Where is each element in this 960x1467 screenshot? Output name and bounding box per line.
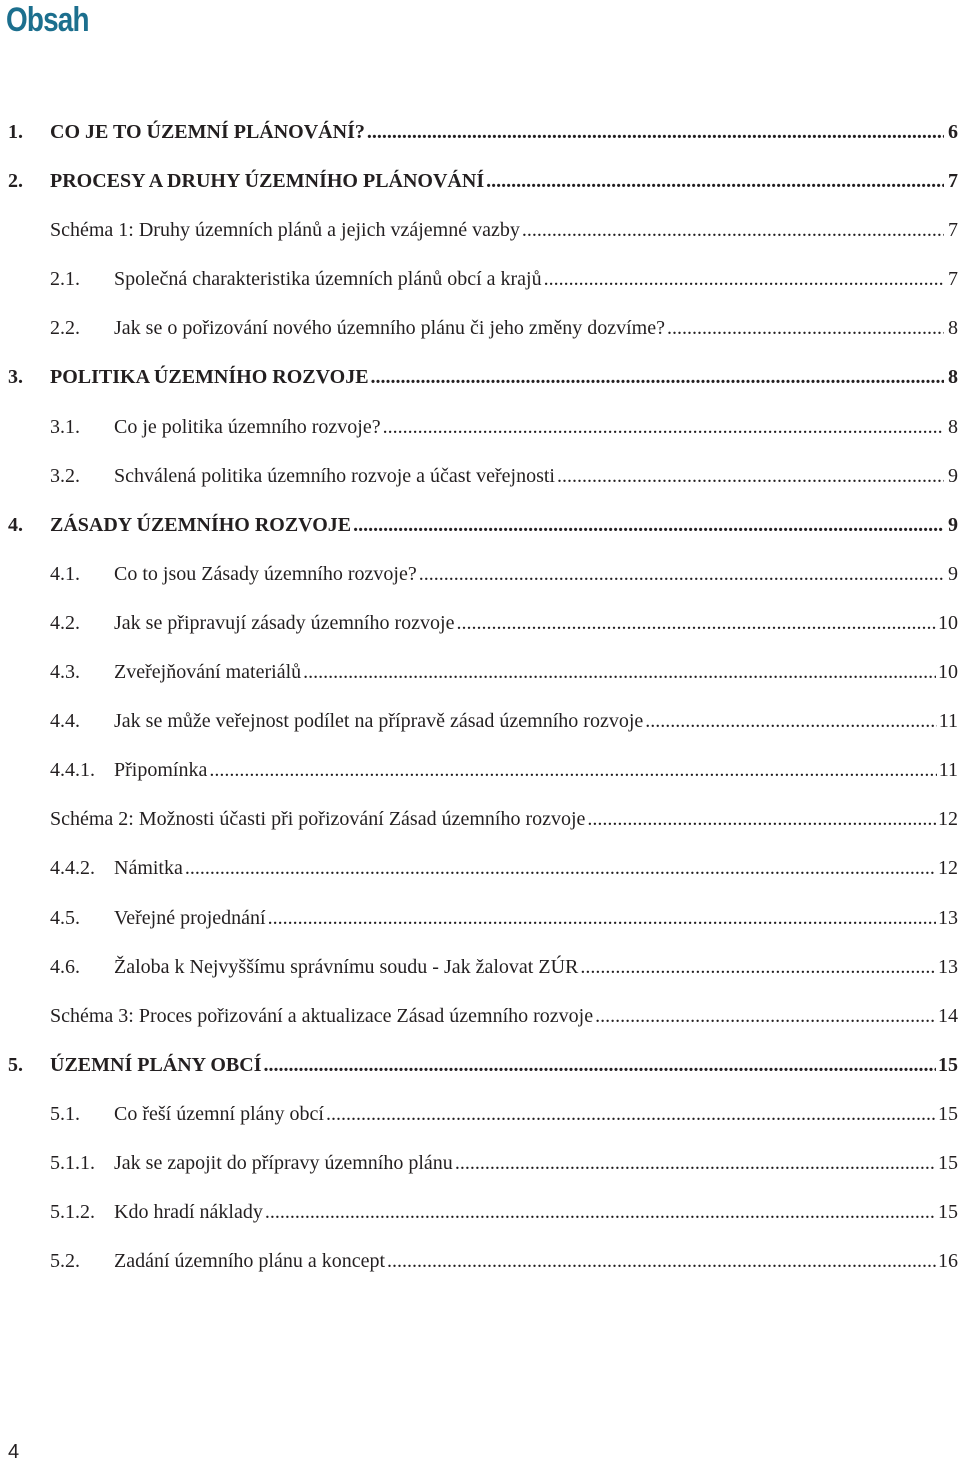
- toc-entry-number: 3.1.: [50, 415, 80, 438]
- toc-dot-leader: [387, 1237, 936, 1286]
- toc-entry-number: 5.: [8, 1053, 23, 1076]
- toc-entry-number: 5.1.2.: [50, 1201, 95, 1224]
- toc-entry-title: Schéma 2: Možnosti účasti při pořizování Zásad územního rozvoje: [50, 808, 586, 831]
- toc-entry-title: Co to jsou Zásady územního rozvoje?: [114, 562, 417, 585]
- toc-entry-page: 7: [948, 170, 958, 193]
- toc-entry-page: 13: [938, 906, 958, 929]
- toc-entry-number: 4.6.: [50, 955, 80, 978]
- toc-entry-title: Veřejné projednání: [114, 906, 266, 929]
- toc-entry-number: 4.4.1.: [50, 759, 95, 782]
- toc-dot-leader: [557, 452, 944, 501]
- toc-entry-title: Jak se zapojit do přípravy územního plánu: [114, 1151, 453, 1174]
- toc-entry[interactable]: [8, 1090, 958, 1139]
- toc-entry-number: 5.2.: [50, 1250, 80, 1273]
- toc-entry[interactable]: [8, 452, 958, 501]
- toc-dot-leader: [645, 697, 936, 746]
- toc-entry-title: Námitka: [114, 857, 183, 880]
- toc-entry-page: 11: [938, 710, 958, 733]
- toc-entry-title: Schéma 1: Druhy územních plánů a jejich vzájemné vazby: [50, 219, 520, 242]
- toc-dot-leader: [595, 992, 936, 1041]
- toc-entry-page: 8: [948, 415, 958, 438]
- toc-entry[interactable]: [8, 1188, 958, 1237]
- toc-entry[interactable]: [8, 550, 958, 599]
- toc-entry-title: Schéma 3: Proces pořizování a aktualizace Zásad územního rozvoje: [50, 1004, 594, 1027]
- toc-entry-number: 3.: [8, 366, 23, 389]
- toc-dot-leader: [264, 1041, 937, 1090]
- toc-entry[interactable]: [8, 992, 958, 1041]
- toc-entry-title: Zadání územního plánu a koncept: [114, 1250, 386, 1273]
- toc-entry-page: 6: [948, 121, 958, 143]
- toc-entry[interactable]: [8, 1041, 958, 1090]
- toc-entry-title: ÚZEMNÍ PLÁNY OBCÍ: [50, 1053, 262, 1076]
- toc-entry-number: 1.: [8, 121, 23, 143]
- toc-entry-title: Připomínka: [114, 759, 208, 782]
- page-title: Obsah: [6, 1, 89, 39]
- toc-entry[interactable]: [8, 1237, 958, 1286]
- toc-entry-title: Co je politika územního rozvoje?: [114, 415, 381, 438]
- toc-entry-page: 13: [938, 955, 958, 978]
- toc-entry-number: 4.2.: [50, 611, 80, 634]
- toc-entry-title: POLITIKA ÚZEMNÍHO ROZVOJE: [50, 366, 369, 389]
- toc-entry-page: 12: [938, 857, 958, 880]
- toc-entry-number: 2.: [8, 170, 23, 193]
- toc-entry[interactable]: [8, 157, 958, 206]
- toc-dot-leader: [486, 157, 944, 206]
- toc-entry-page: 12: [938, 808, 958, 831]
- toc-entry[interactable]: [8, 795, 958, 844]
- toc-entry[interactable]: [8, 255, 958, 304]
- toc-dot-leader: [367, 108, 944, 157]
- toc-dot-leader: [371, 353, 944, 402]
- toc-entry-number: 4.: [8, 513, 23, 536]
- toc-entry[interactable]: [8, 304, 958, 353]
- toc-dot-leader: [544, 255, 944, 304]
- toc-entry-title: Kdo hradí náklady: [114, 1201, 263, 1224]
- toc-dot-leader: [667, 304, 944, 353]
- toc-dot-leader: [326, 1090, 936, 1139]
- toc-entry[interactable]: [8, 1139, 958, 1188]
- toc-dot-leader: [522, 206, 944, 255]
- toc-entry-page: 15: [938, 1201, 958, 1224]
- toc-dot-leader: [185, 844, 936, 893]
- toc-dot-leader: [353, 501, 944, 550]
- toc-dot-leader: [455, 1139, 936, 1188]
- toc-entry-title: Společná charakteristika územních plánů obcí a krajů: [114, 268, 542, 291]
- toc-dot-leader: [580, 943, 936, 992]
- toc-dot-leader: [419, 550, 944, 599]
- toc-entry[interactable]: [8, 894, 958, 943]
- toc-entry-number: 2.2.: [50, 317, 80, 340]
- toc-entry-number: 4.4.2.: [50, 857, 95, 880]
- toc-entry-page: 7: [948, 268, 958, 291]
- toc-dot-leader: [268, 894, 936, 943]
- toc-dot-leader: [383, 403, 944, 452]
- toc-entry[interactable]: [8, 746, 958, 795]
- toc-entry[interactable]: [8, 206, 958, 255]
- toc-entry-title: PROCESY A DRUHY ÚZEMNÍHO PLÁNOVÁNÍ: [50, 170, 485, 193]
- toc-entry-title: Jak se připravují zásady územního rozvoje: [114, 611, 455, 634]
- toc-entry-title: ZÁSADY ÚZEMNÍHO ROZVOJE: [50, 513, 352, 536]
- toc-entry-page: 15: [938, 1102, 958, 1125]
- toc-entry-page: 9: [948, 464, 958, 487]
- toc-entry-number: 5.1.1.: [50, 1151, 95, 1174]
- toc-dot-leader: [587, 795, 936, 844]
- toc-entry-page: 10: [938, 661, 958, 684]
- toc-entry-page: 10: [938, 611, 958, 634]
- toc-entry[interactable]: [8, 844, 958, 893]
- toc-entry-page: 16: [938, 1250, 958, 1273]
- toc-entry-title: Zveřejňování materiálů: [114, 661, 302, 684]
- toc-entry-number: 3.2.: [50, 464, 80, 487]
- toc-entry-number: 4.5.: [50, 906, 80, 929]
- toc-dot-leader: [209, 746, 936, 795]
- toc-entry[interactable]: [8, 501, 958, 550]
- toc-entry[interactable]: [8, 599, 958, 648]
- toc-entry-number: 5.1.: [50, 1102, 80, 1125]
- toc-entry[interactable]: [8, 648, 958, 697]
- toc-entry-page: 15: [938, 1053, 958, 1076]
- toc-entry[interactable]: [8, 353, 958, 402]
- toc-entry-title: CO JE TO ÚZEMNÍ PLÁNOVÁNÍ?: [50, 121, 365, 143]
- table-of-contents: [8, 108, 958, 1286]
- toc-entry[interactable]: [8, 943, 958, 992]
- toc-entry-title: Co řeší územní plány obcí: [114, 1102, 324, 1125]
- toc-entry-page: 9: [948, 513, 958, 536]
- toc-dot-leader: [456, 599, 936, 648]
- toc-entry-page: 14: [938, 1004, 958, 1027]
- toc-entry-number: 4.4.: [50, 710, 80, 733]
- toc-entry[interactable]: [8, 108, 958, 157]
- toc-entry-page: 9: [948, 562, 958, 585]
- toc-dot-leader: [265, 1188, 936, 1237]
- toc-entry[interactable]: [8, 403, 958, 452]
- toc-entry-number: 2.1.: [50, 268, 80, 291]
- toc-dot-leader: [303, 648, 936, 697]
- toc-entry-page: 15: [938, 1151, 958, 1174]
- toc-entry-page: 7: [948, 219, 958, 242]
- toc-entry-page: 11: [938, 759, 958, 782]
- toc-entry-number: 4.1.: [50, 562, 80, 585]
- toc-entry-title: Jak se o pořizování nového územního plánu či jeho změny dozvíme?: [114, 317, 665, 340]
- toc-entry-title: Jak se může veřejnost podílet na přípravě zásad územního rozvoje: [114, 710, 644, 733]
- toc-entry[interactable]: [8, 697, 958, 746]
- toc-entry-title: Schválená politika územního rozvoje a účast veřejnosti: [114, 464, 555, 487]
- toc-entry-page: 8: [948, 317, 958, 340]
- toc-entry-page: 8: [948, 366, 958, 389]
- page-number: 4: [8, 1441, 20, 1463]
- toc-entry-title: Žaloba k Nejvyššímu správnímu soudu - Jak žalovat ZÚR: [114, 955, 579, 978]
- toc-entry-number: 4.3.: [50, 661, 80, 684]
